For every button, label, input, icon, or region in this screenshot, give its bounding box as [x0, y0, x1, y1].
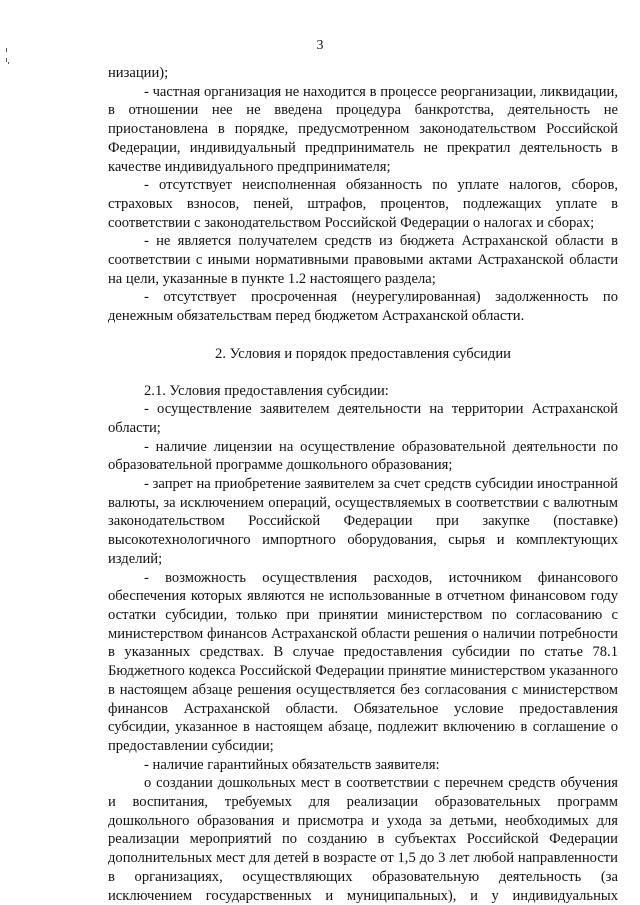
section-heading: 2. Условия и порядок предоставления субсидии: [215, 345, 511, 362]
paragraph: - наличие гарантийных обязательств заявителя:: [144, 756, 440, 773]
scan-edge-mark: [6, 58, 7, 62]
paragraph: - не является получателем средств из бюджета Астраханской области в соответствии с иными нормативными правовыми актами Астраханской области на цели, указанные в пункте 1.2 настоящего раздела;: [108, 233, 618, 287]
paragraph: 2.1. Условия предоставления субсидии:: [144, 382, 389, 399]
document-body: [108, 64, 618, 905]
paragraph: - осуществление заявителем деятельности на территории Астраханской области;: [108, 401, 618, 436]
paragraph: - частная организация не находится в процессе реорганизации, ликвидации, в отношении нее не введена процедура банкротства, деятельность не приостановлена в порядке, предусмотренном законодательством Российской Федерации, индивидуальный предприниматель не прекратил деятельность в качестве индивидуального предпринимателя;: [108, 83, 618, 175]
page-number: 3: [316, 38, 324, 53]
paragraph: - отсутствует просроченная (неурегулированная) задолженность по денежным обязательствам перед бюджетом Астраханской области.: [108, 289, 618, 325]
paragraph: - отсутствует неисполненная обязанность по уплате налогов, сборов, страховых взносов, пеней, штрафов, процентов, подлежащих уплате в соответствии с законодательством Российской Федерации о налогах и сборах;: [108, 177, 618, 231]
paragraph: - запрет на приобретение заявителем за счет средств субсидии иностранной валюты, за исключением операций, осуществляемых в соответствии с валютным законодательством Российской Федерации при закупке (поставке) высокотехнологичного импортного оборудования, сырья и комплектующих изделий;: [108, 476, 618, 567]
paragraph: о создании дошкольных мест в соответствии с перечнем средств обучения и воспитания, требуемых для реализации образовательных программ дошкольного образования и присмотра и ухода за детьми, необходимых для реализации мероприятий по созданию в субъектах Российской Федерации дополнительных мест для детей в возрасте от 1,5 до 3 лет любой направленности в организациях, осуществляющих образовательную деятельность (за исключением государственных и муниципальных), и у индивидуальных: [108, 775, 618, 904]
paragraph: - наличие лицензии на осуществление образовательной деятельности по образовательной программе дошкольного образования;: [108, 438, 618, 474]
paragraph: - возможность осуществления расходов, источником финансового обеспечения которых являются не использованные в отчетном финансовом году остатки субсидии, только при принятии министерством по согласованию с министерством финансов Астраханской области решения о наличии потребности в указанных средствах. В случае предоставления субсидии по статье 78.1 Бюджетного кодекса Российской Федерации принятие министерством указанного в настоящем абзаце решения осуществляется без согласования с министерством финансов Астраханской области. Обязательное условие предоставления субсидии, указанное в настоящем абзаце, подлежит включению в соглашение о предоставлении субсидии;: [108, 569, 618, 754]
paragraph: низации);: [108, 65, 169, 81]
scan-edge-mark: [8, 62, 9, 64]
